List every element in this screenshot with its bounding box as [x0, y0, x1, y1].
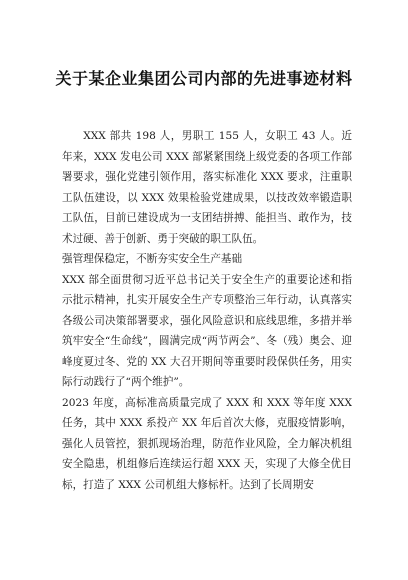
- document-title: 关于某企业集团公司内部的先进事迹材料: [55, 69, 353, 88]
- document-body: [62, 126, 352, 495]
- paragraph-safety-measures: XXX 部全面贯彻习近平总书记关于安全生产的重要论述和指示批示精神，扎实开展安全生产专项整治三年行动，认真落实各级公司决策部署要求，强化风险意识和底线思维，多措并举筑牢安全“生命线”，圆满完成“两节两会”、冬（残）奥会、迎峰度夏过冬、党的 XX 大召开期间等重要时段保供任务，用实际行动践行了“两个维护”。: [62, 273, 352, 388]
- paragraph-2023-overhaul: 2023 年度，高标准高质量完成了 XXX 和 XXX 等年度 XXX 任务，其中 XXX 系投产 XX 年后首次大修，克服疫情影响，强化人员管控，狠抓现场治理，防范作业风险，全力解决机组安全隐患，机组修后连续运行超 XXX 天，实现了大修全优目标，打造了 XXX 公司机组大修标杆。达到了长周期安: [62, 396, 352, 491]
- section-heading-safety: 强管理保稳定，不断夯实安全生产基础: [62, 253, 243, 265]
- paragraph-staff-overview: XXX 部共 198 人，男职工 155 人，女职工 43 人。近年来，XXX 发电公司 XXX 部紧紧围绕上级党委的各项工作部署要求，强化党建引领作用，落实标准化 XXX 要求，注重职工队伍建设，以 XXX 效果检验党建成果，以技改效率锻造职工队伍，目前已建设成为一支团结拼搏、能担当、敢作为，技术过硬、善于创新、勇于突破的职工队伍。: [62, 130, 352, 245]
